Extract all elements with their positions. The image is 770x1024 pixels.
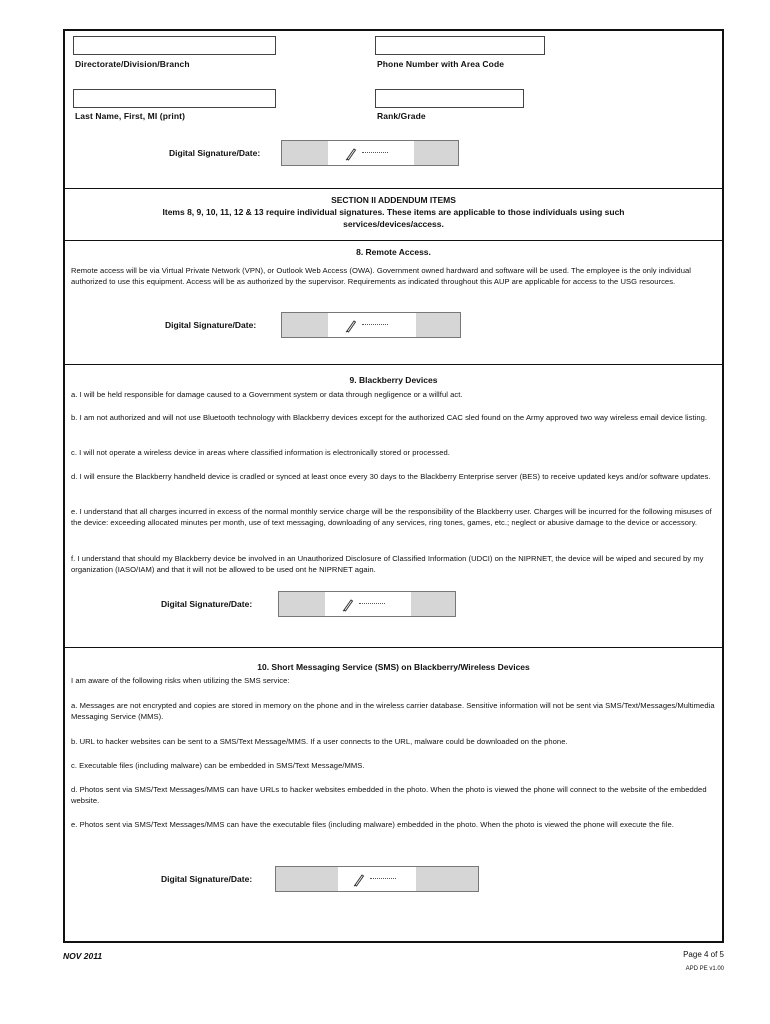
rank-input[interactable] [375, 89, 524, 108]
signature-field-shade [416, 313, 460, 337]
item-9-f: f. I understand that should my Blackberry device be involved in an Unauthorized Disclosure of Classified Information (UDCI) on the NIPRNET, the device will be wiped and secured by my organization (IASO/IAM) and that it will not be allowed to be used ont he NIPRNET again. [71, 554, 704, 574]
aup-form-page [63, 29, 724, 943]
digital-signature-field[interactable] [275, 866, 479, 892]
section-i-signature-row [65, 140, 722, 166]
item-9-blackberry-devices [65, 365, 722, 648]
page-number: Page 4 of 5 [683, 950, 724, 959]
signature-field-shade [414, 141, 458, 165]
item-9-e: e. I understand that all charges incurred in excess of the normal monthly service charge will be the responsibility of the Blackberry user. Charges will be incurred for the following misuses of the device: exceeding allocated minutes per month, use of text messaging, downloading of any services, ring tones, games, etc.; neglect or abusive damage to the device or accessory. [71, 507, 712, 527]
item-9-b: b. I am not authorized and will not use Bluetooth technology with Blackberry devices except for the authorized CAC sled found on the Army approved two way wireless email device listing. [71, 413, 708, 422]
pen-signature-icon [341, 598, 355, 612]
item-10-intro: I am aware of the following risks when utilizing the SMS service: [71, 676, 290, 685]
phone-label: Phone Number with Area Code [377, 59, 505, 69]
rank-label: Rank/Grade [377, 111, 426, 121]
section-ii-subtitle-line1: Items 8, 9, 10, 11, 12 & 13 require individual signatures. These items are applicable to those individuals using such [162, 207, 625, 217]
name-input[interactable] [73, 89, 276, 108]
signature-field-shade [282, 141, 328, 165]
item-9-a: a. I will be held responsible for damage caused to a Government system or data through negligence or a willful act. [71, 390, 463, 399]
section-i-identification [65, 31, 722, 189]
item-10-c: c. Executable files (including malware) can be embedded in SMS/Text Message/MMS. [71, 761, 365, 770]
signature-field-shade [416, 867, 478, 891]
phone-input[interactable] [375, 36, 545, 55]
signature-label: Digital Signature/Date: [161, 874, 253, 884]
signature-field-shade [411, 592, 455, 616]
section-ii-subtitle-line2: services/devices/access. [343, 219, 444, 229]
signature-field-shade [276, 867, 338, 891]
item-10-title: 10. Short Messaging Service (SMS) on Blackberry/Wireless Devices [257, 662, 530, 672]
item-9-signature-row [65, 591, 722, 617]
section-ii-title: SECTION II ADDENDUM ITEMS [331, 195, 456, 205]
digital-signature-field[interactable] [278, 591, 456, 617]
item-10-a: a. Messages are not encrypted and copies are stored in memory on the phone and in the wireless carrier database. Sensitive information will not be sent via SMS/Text/Messages/Multimedia Messaging Service (MMS). [71, 701, 715, 721]
form-date: NOV 2011 [63, 951, 103, 961]
signature-placeholder [362, 152, 388, 156]
item-9-d: d. I will ensure the Blackberry handheld device is cradled or synced at least once every 30 days to the Blackberry Enterprise server (BES) to receive updated keys and/or software updates. [71, 472, 711, 481]
item-8-remote-access [65, 241, 722, 365]
signature-placeholder [370, 878, 396, 882]
pen-signature-icon [344, 147, 358, 161]
digital-signature-field[interactable] [281, 312, 461, 338]
pen-signature-icon [352, 873, 366, 887]
pen-signature-icon [344, 319, 358, 333]
item-10-e: e. Photos sent via SMS/Text Messages/MMS can have the executable files (including malware) embedded in the photo. When the photo is viewed the phone will execute the file. [71, 820, 674, 829]
item-10-sms [65, 648, 722, 941]
signature-label: Digital Signature/Date: [161, 599, 253, 609]
item-10-d: d. Photos sent via SMS/Text Messages/MMS can have URLs to hacker websites embedded in the photo. When the photo is viewed the phone will connect to the website of the embedded website. [71, 785, 707, 805]
name-label: Last Name, First, MI (print) [75, 111, 186, 121]
digital-signature-field[interactable] [281, 140, 459, 166]
signature-label: Digital Signature/Date: [165, 320, 257, 330]
item-9-title: 9. Blackberry Devices [349, 375, 438, 385]
item-8-text: Remote access will be via Virtual Private Network (VPN), or Outlook Web Access (OWA). Government owned hardward and software will be used. The employee is the only individual authorized to use this equipment. Access will be as authorized by the supervisor. Requirements as indicated throughout this AUP are applicable for access to the USG resources. [71, 266, 691, 286]
signature-field-shade [279, 592, 325, 616]
item-8-signature-row [65, 312, 722, 338]
item-8-title: 8. Remote Access. [356, 247, 431, 257]
signature-placeholder [362, 324, 388, 328]
section-ii-header [65, 189, 722, 241]
item-10-b: b. URL to hacker websites can be sent to a SMS/Text Message/MMS. If a user connects to the URL, malware could be downloaded on the phone. [71, 737, 568, 746]
signature-field-shade [282, 313, 328, 337]
signature-placeholder [359, 603, 385, 607]
directorate-label: Directorate/Division/Branch [75, 59, 190, 69]
signature-label: Digital Signature/Date: [169, 148, 261, 158]
directorate-input[interactable] [73, 36, 276, 55]
item-10-signature-row [65, 866, 722, 892]
item-9-c: c. I will not operate a wireless device in areas where classified information is electronically stored or processed. [71, 448, 450, 457]
form-version: APD PE v1.00 [685, 966, 724, 972]
